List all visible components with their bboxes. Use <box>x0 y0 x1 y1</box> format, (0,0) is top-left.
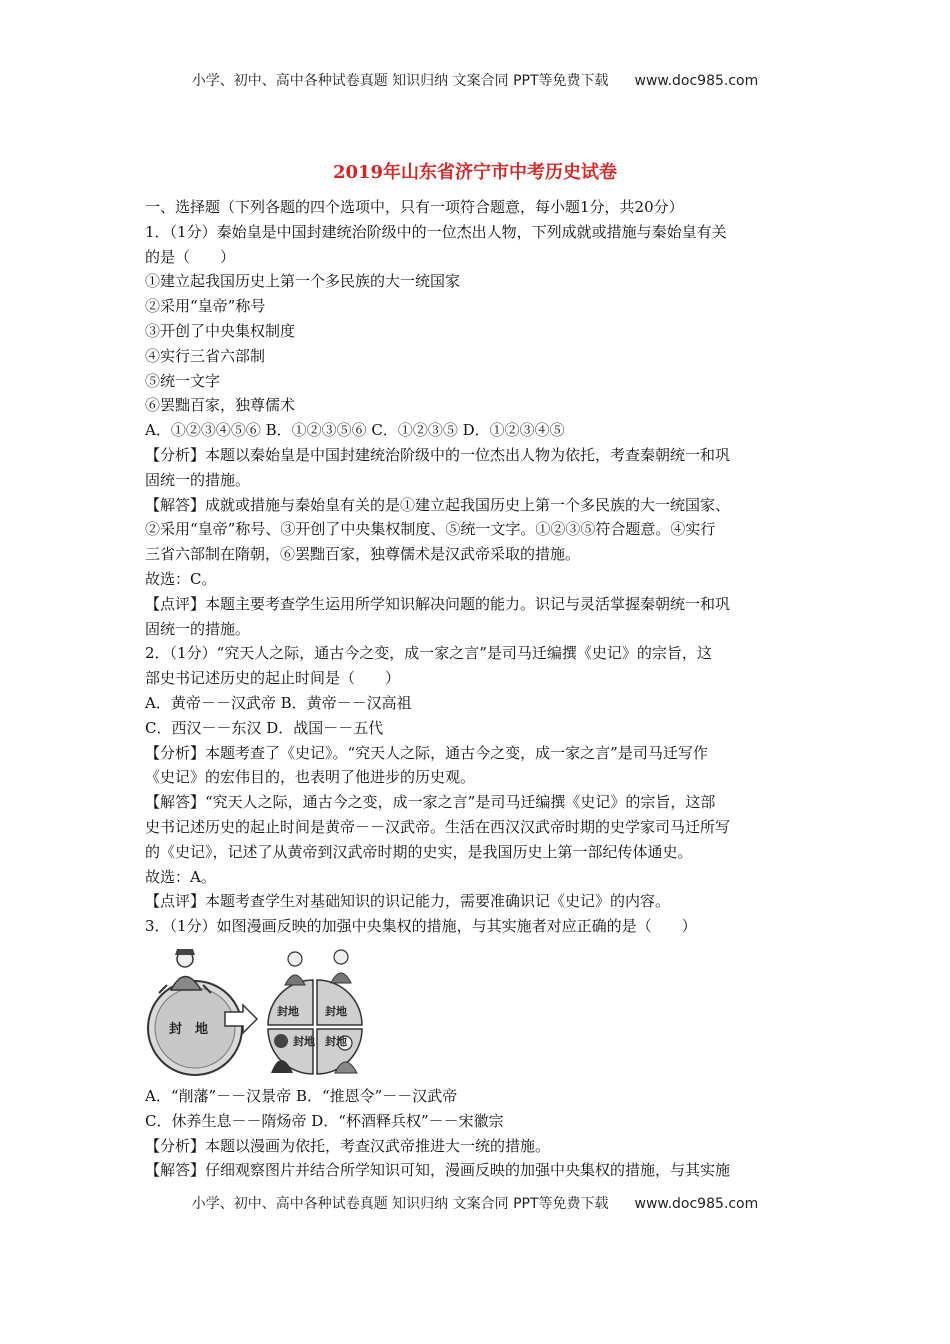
cartoon-figure <box>145 939 810 1084</box>
page-footer <box>0 1193 950 1213</box>
left-fief-label: 封 地 <box>169 1021 209 1037</box>
text-line: 固统一的措施。 <box>145 470 251 489</box>
text-line: C．休养生息－－隋炀帝 D．“杯酒释兵权”－－宋徽宗 <box>145 1111 504 1130</box>
text-line: 【分析】本题以漫画为依托，考查汉武帝推进大一统的措施。 <box>145 1136 551 1155</box>
text-line: ②采用“皇帝”称号 <box>145 297 266 316</box>
right-fief-label-3: 封地 <box>293 1034 315 1048</box>
text-line: ④实行三省六部制 <box>145 346 266 365</box>
footer-site[interactable]: www.doc985.com <box>634 1196 759 1212</box>
right-fief-label-4: 封地 <box>325 1034 347 1048</box>
right-fief-label-2: 封地 <box>325 1004 347 1018</box>
text-line: 【解答】仔细观察图片并结合所学知识可知，漫画反映的加强中央集权的措施，与其实施 <box>145 1161 731 1180</box>
text-line: ⑤统一文字 <box>145 371 221 390</box>
text-line: A．①②③④⑤⑥ B．①②③⑤⑥ C．①②③⑤ D．①②③④⑤ <box>145 421 565 440</box>
text-line: 的是（ ） <box>145 247 236 266</box>
text-line: 固统一的措施。 <box>145 619 251 638</box>
page-header <box>0 70 950 90</box>
text-line: 一、选择题（下列各题的四个选项中，只有一项符合题意，每小题1分，共20分） <box>145 198 684 216</box>
text-line: 故选：C。 <box>145 569 217 588</box>
exam-title: 2019年山东省济宁市中考历史试卷 <box>332 162 618 183</box>
text-line: 故选：A。 <box>145 867 216 886</box>
text-line: A．“削藩”－－汉景帝 B．“推恩令”－－汉武帝 <box>145 1086 458 1105</box>
footer-text: 小学、初中、高中各种试卷真题 知识归纳 文案合同 PPT等免费下载 <box>191 1196 609 1212</box>
header-site[interactable]: www.doc985.com <box>634 73 759 89</box>
text-line: 【点评】本题考查学生对基础知识的识记能力，需要准确识记《史记》的内容。 <box>145 892 671 911</box>
text-line: 部史书记述历史的起止时间是（ ） <box>145 669 401 688</box>
text-line: 三省六部制在隋朝，⑥罢黜百家，独尊儒术是汉武帝采取的措施。 <box>145 545 581 564</box>
text-line: 1．（1分）秦始皇是中国封建统治阶级中的一位杰出人物，下列成就或措施与秦始皇有关 <box>145 222 727 241</box>
text-line: 【解答】“究天人之际，通古今之变，成一家之言”是司马迁编撰《史记》的宗旨，这部 <box>145 793 716 812</box>
text-line: 《史记》的宏伟目的，也表明了他进步的历史观。 <box>145 768 476 787</box>
text-line: ②采用“皇帝”称号、③开创了中央集权制度、⑤统一文字。①②③⑤符合题意。④实行 <box>145 520 716 539</box>
cartoon-right <box>268 950 362 1074</box>
text-line: 的《史记》，记述了从黄帝到汉武帝时期的史实，是我国历史上第一部纪传体通史。 <box>145 842 693 861</box>
exam-content <box>145 195 810 1183</box>
text-line: A．黄帝－－汉武帝 B．黄帝－－汉高祖 <box>145 693 412 712</box>
text-line: C．西汉－－东汉 D．战国－－五代 <box>145 718 384 737</box>
text-line: ③开创了中央集权制度 <box>145 321 296 340</box>
text-line: 【分析】本题考查了《史记》。“究天人之际，通古今之变，成一家之言”是司马迁写作 <box>145 743 708 762</box>
header-text: 小学、初中、高中各种试卷真题 知识归纳 文案合同 PPT等免费下载 <box>191 73 609 89</box>
text-line: 3．（1分）如图漫画反映的加强中央集权的措施，与其实施者对应正确的是（ ） <box>145 917 697 936</box>
text-line: 史书记述历史的起止时间是黄帝－－汉武帝。生活在西汉汉武帝时期的史学家司马迁所写 <box>145 817 731 836</box>
text-line: 【点评】本题主要考查学生运用所学知识解决问题的能力。识记与灵活掌握秦朝统一和巩 <box>145 594 731 613</box>
text-line: 2．（1分）“究天人之际，通古今之变，成一家之言”是司马迁编撰《史记》的宗旨，这 <box>145 644 712 663</box>
text-line: 【解答】成就或措施与秦始皇有关的是①建立起我国历史上第一个多民族的大一统国家、 <box>145 495 731 514</box>
text-line: 【分析】本题以秦始皇是中国封建统治阶级中的一位杰出人物为依托，考查秦朝统一和巩 <box>145 445 731 464</box>
text-line: ①建立起我国历史上第一个多民族的大一统国家 <box>145 272 461 291</box>
text-line: ⑥罢黜百家，独尊儒术 <box>145 396 296 415</box>
right-fief-label-1: 封地 <box>277 1004 299 1018</box>
